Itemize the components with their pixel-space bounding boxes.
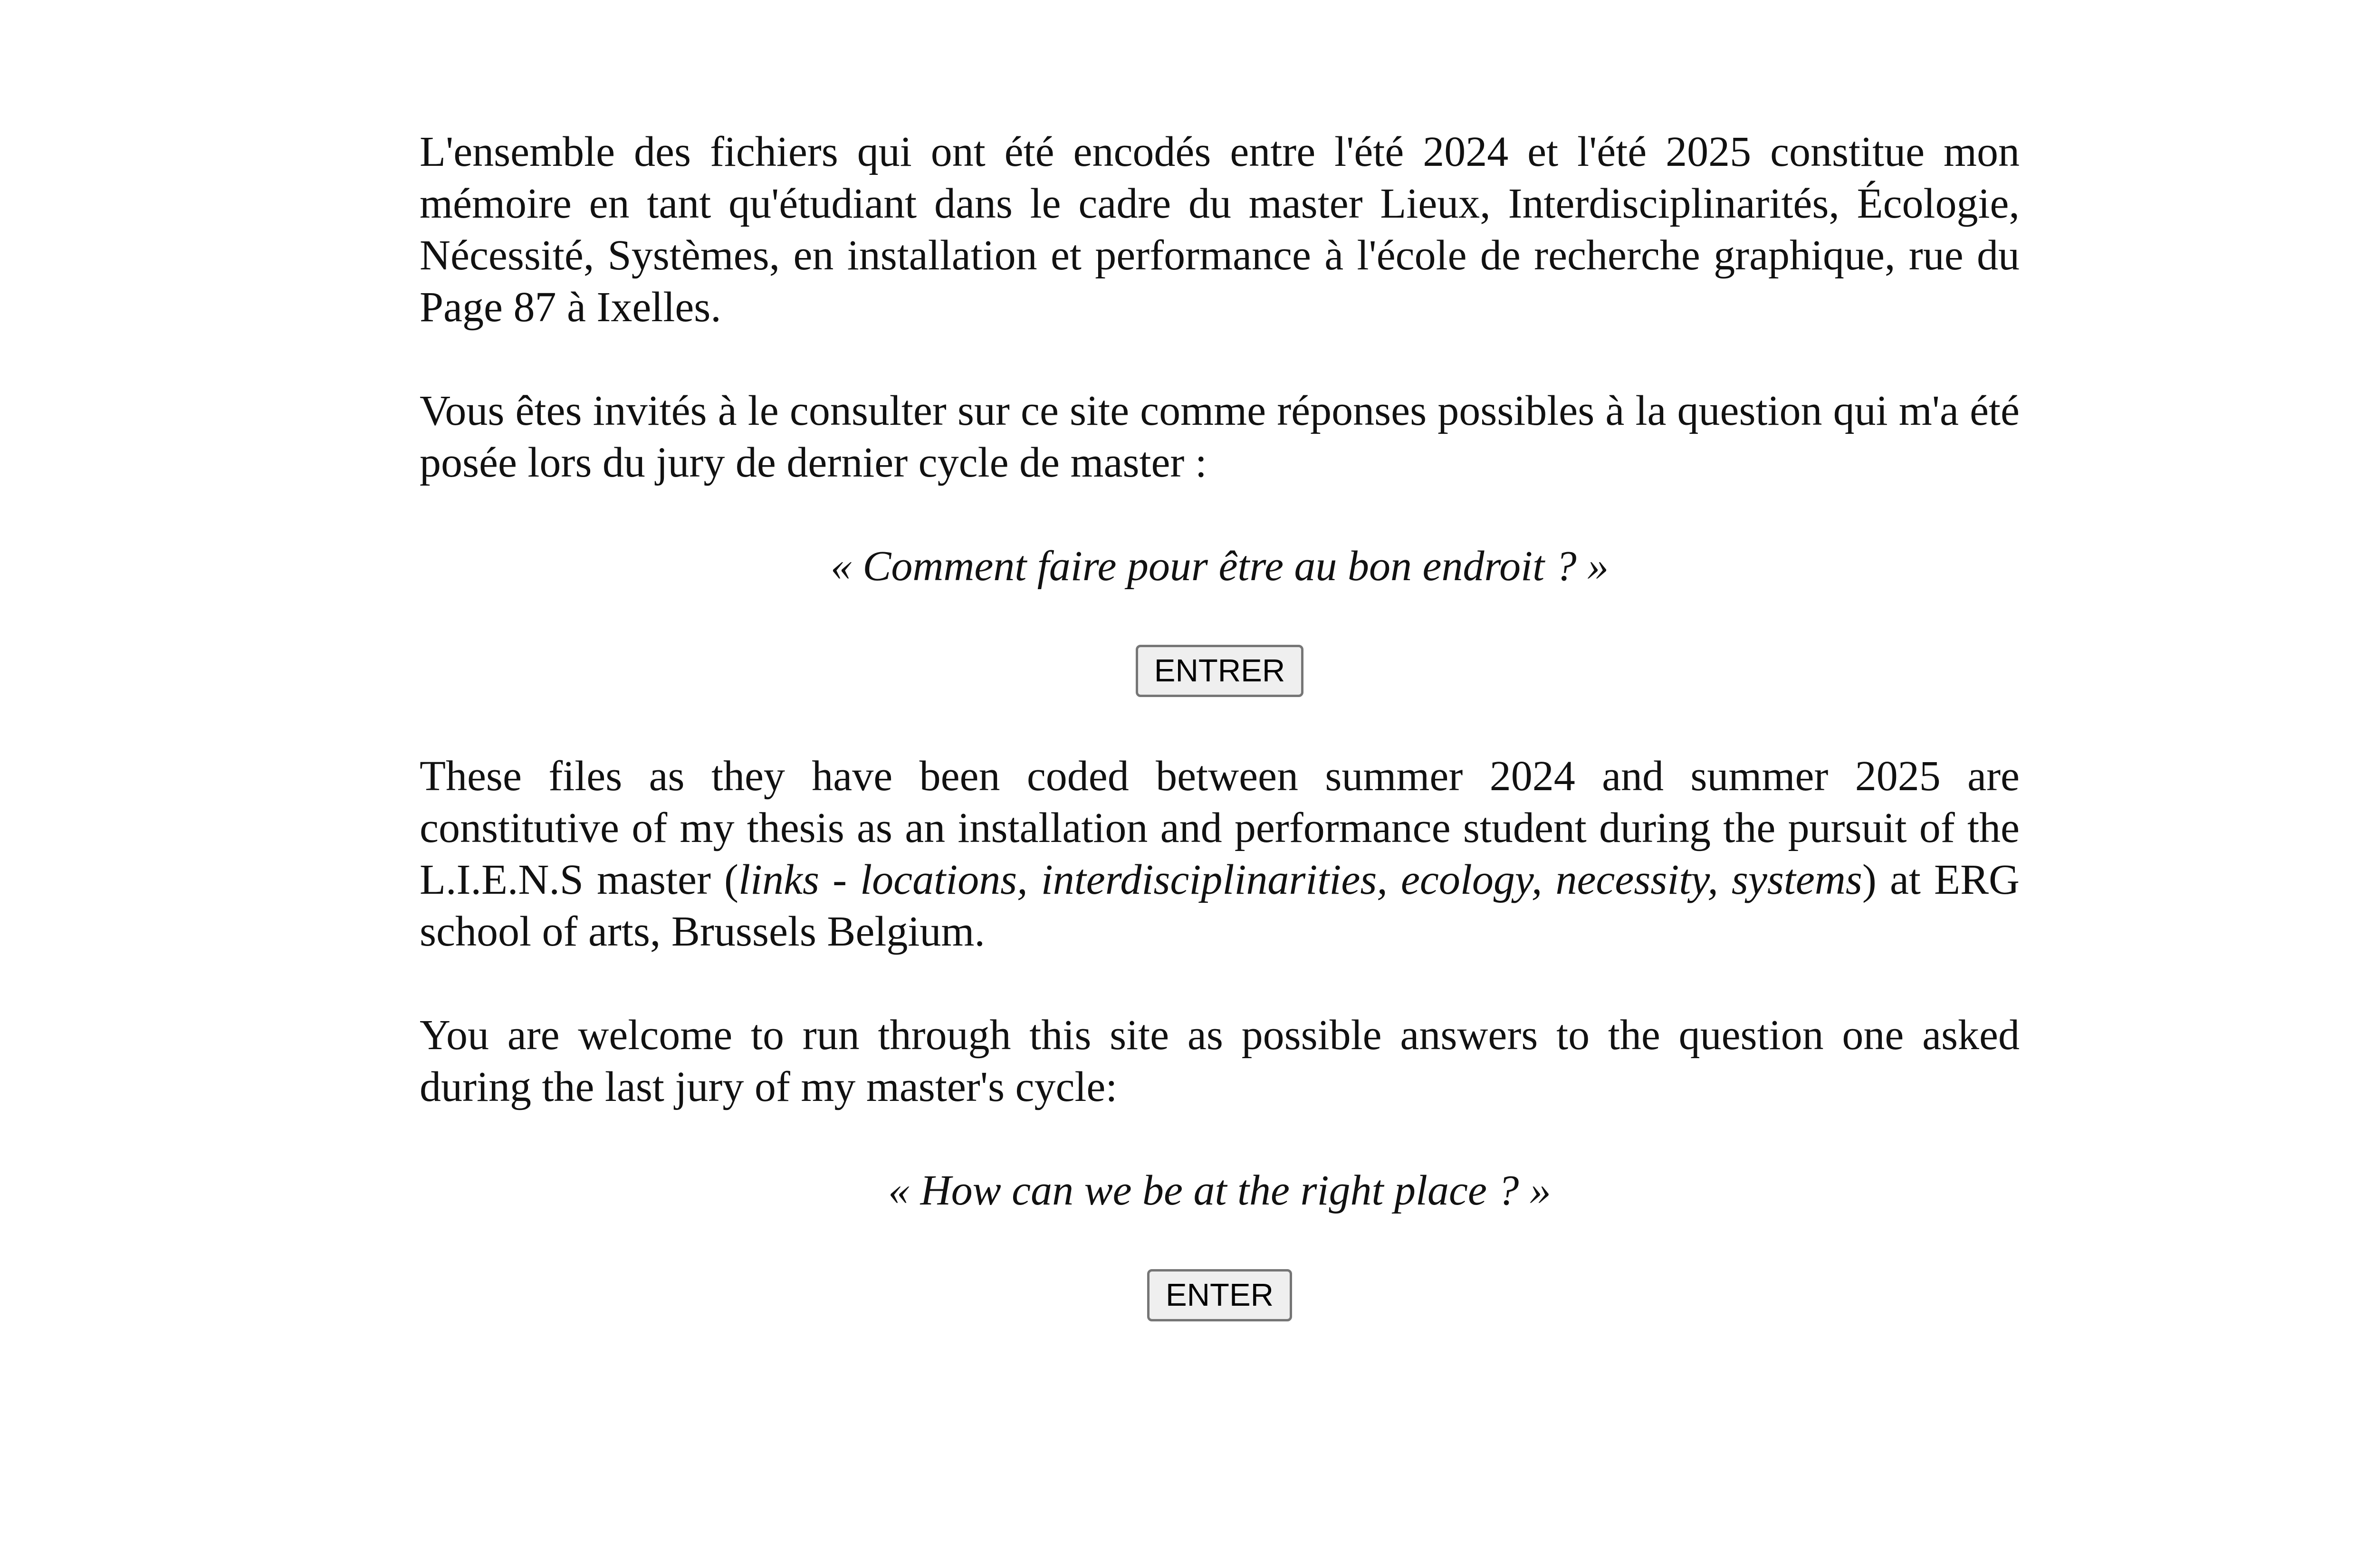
english-intro-start: These files as they have been coded between summer 2024 and summer 2025 are constitutive of my thesis as an installation and performance student during the pursuit of the L.I.E.N.S master ( — [420, 753, 2020, 903]
english-links-word: links — [738, 856, 820, 903]
french-button-row — [420, 645, 2020, 697]
entrer-button[interactable]: ENTRER — [1136, 645, 1303, 697]
english-liens-expansion: locations, interdisciplinarities, ecology, necessity, systems — [860, 856, 1862, 903]
english-intro-end: ) at ERG school of arts, Brussels Belgium. — [420, 856, 2020, 955]
french-question: « Comment faire pour être au bon endroit ? » — [830, 543, 1609, 590]
french-intro-paragraph: L'ensemble des fichiers qui ont été encodés entre l'été 2024 et l'été 2025 constitue mon mémoire en tant qu'étudiant dans le cadre du master Lieux, Interdisciplinarités, Écologie, Nécessité, Systèmes, en installation et performance à l'école de recherche graphique, rue du Page 87 à Ixelles. — [420, 128, 2020, 331]
english-intro-paragraph — [420, 750, 2020, 957]
main-content — [420, 126, 2020, 1321]
english-dash: - — [819, 856, 861, 903]
enter-button[interactable]: ENTER — [1147, 1269, 1292, 1321]
english-question: « How can we be at the right place ? » — [888, 1167, 1551, 1214]
english-invitation-paragraph: You are welcome to run through this site as possible answers to the question one asked during the last jury of my master's cycle: — [420, 1012, 2020, 1110]
english-button-row — [420, 1269, 2020, 1321]
french-invitation-paragraph: Vous êtes invités à le consulter sur ce site comme réponses possibles à la question qui m'a été posée lors du jury de dernier cycle de master : — [420, 387, 2020, 486]
